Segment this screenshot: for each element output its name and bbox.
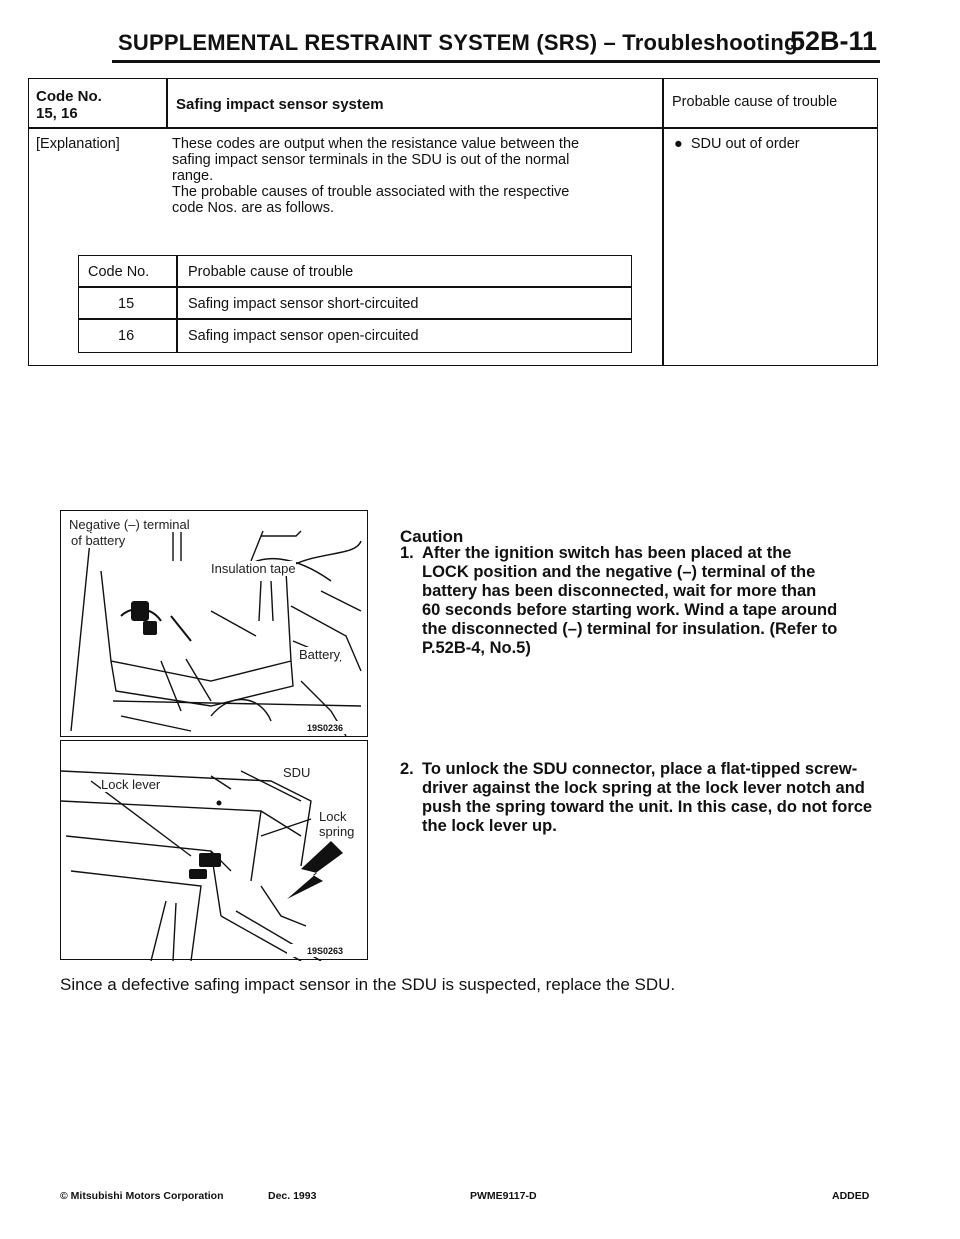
sub-table-divider	[78, 318, 632, 320]
page-title: SUPPLEMENTAL RESTRAINT SYSTEM (SRS) – Troubleshooting	[118, 30, 798, 55]
explanation-line: These codes are output when the resistance value between the	[172, 136, 580, 152]
battery-figure	[60, 510, 368, 737]
caution-line: LOCK position and the negative (–) terminal of the	[422, 563, 816, 581]
table-row-cause: Safing impact sensor short-circuited	[188, 296, 419, 312]
caution-item-2	[422, 760, 882, 836]
figure-label: Lock	[319, 809, 347, 824]
table-divider	[28, 127, 878, 129]
sub-table-divider	[78, 286, 632, 288]
explanation-text	[172, 136, 658, 216]
figure-code: 19S0236	[307, 723, 344, 733]
figure-label: Insulation tape	[211, 561, 296, 576]
caution-line: driver against the lock spring at the lock lever notch and	[422, 779, 865, 797]
table-divider	[662, 78, 664, 366]
code-values: 15, 16	[36, 105, 78, 122]
table-row-cause: Safing impact sensor open-circuited	[188, 328, 419, 344]
explanation-line: The probable causes of trouble associated with the respective	[172, 184, 570, 200]
bullet-icon: ●	[674, 136, 691, 152]
header-rule	[112, 60, 880, 63]
caution-title: Caution	[400, 527, 464, 546]
caution-line: the disconnected (–) terminal for insulation. (Refer to	[422, 620, 838, 638]
explanation-label: [Explanation]	[36, 136, 120, 152]
caution-item-number: 1.	[400, 544, 414, 562]
figure-label: Negative (–) terminal	[69, 517, 190, 532]
figure-label: Battery	[299, 647, 341, 662]
figure-label: of battery	[71, 533, 126, 548]
sub-table-header: Probable cause of trouble	[188, 264, 354, 280]
code-label: Code No.	[36, 88, 102, 105]
sdu-lock-figure	[60, 740, 368, 960]
conclusion-text: Since a defective safing impact sensor in the SDU is suspected, replace the SDU.	[60, 975, 676, 994]
sub-table-header: Code No.	[88, 264, 150, 280]
caution-line: After the ignition switch has been placed at the	[422, 544, 792, 562]
figure-label: SDU	[283, 765, 311, 780]
figure-code: 19S0263	[307, 946, 344, 956]
caution-line: the lock lever up.	[422, 817, 557, 835]
explanation-line: code Nos. are as follows.	[172, 200, 334, 216]
table-divider	[166, 78, 168, 128]
sub-table-divider	[176, 255, 178, 353]
footer-status: ADDED	[832, 1190, 870, 1202]
caution-item-number: 2.	[400, 760, 414, 778]
sdu-lock-illustration	[61, 741, 369, 961]
cause-item	[674, 136, 800, 152]
cause-item-text: SDU out of order	[690, 136, 800, 152]
page-number: 52B-11	[790, 26, 878, 56]
footer-doc-code: PWME9117-D	[470, 1190, 537, 1202]
caution-line: P.52B-4, No.5)	[422, 639, 531, 657]
explanation-line: range.	[172, 168, 214, 184]
footer-copyright: © Mitsubishi Motors Corporation	[60, 1190, 224, 1202]
explanation-line: safing impact sensor terminals in the SDU is out of the normal	[172, 152, 570, 168]
footer-date: Dec. 1993	[268, 1190, 317, 1202]
caution-line: battery has been disconnected, wait for more than	[422, 582, 817, 600]
figure-label: spring	[319, 824, 355, 839]
cause-header: Probable cause of trouble	[672, 94, 838, 110]
caution-line: 60 seconds before starting work. Wind a tape around	[422, 601, 838, 619]
caution-line: push the spring toward the unit. In this case, do not force	[422, 798, 873, 816]
table-row-code: 15	[118, 296, 135, 312]
caution-line: To unlock the SDU connector, place a flat-tipped screw-	[422, 760, 858, 778]
figure-label: Lock lever	[101, 777, 161, 792]
table-row-code: 16	[118, 328, 135, 344]
system-name: Safing impact sensor system	[176, 96, 384, 113]
caution-item-1	[422, 544, 882, 658]
